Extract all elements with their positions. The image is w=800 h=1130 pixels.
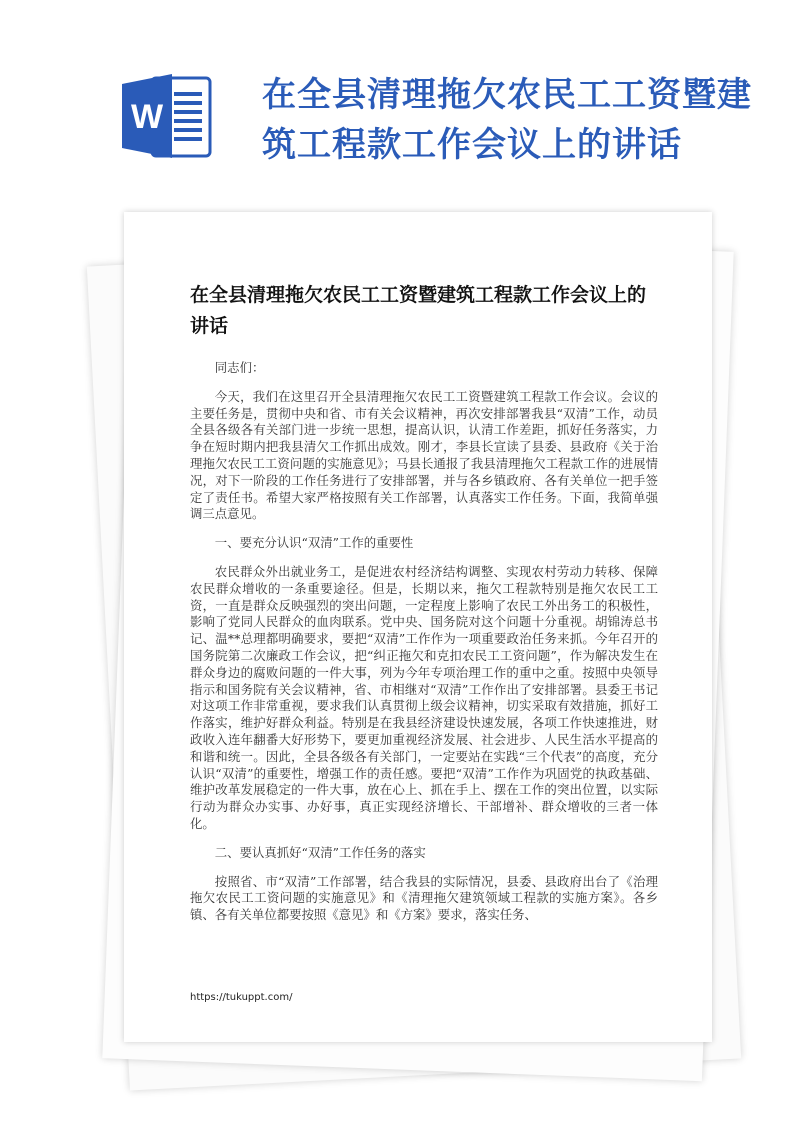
document-title: 在全县清理拖欠农民工工资暨建筑工程款工作会议上的讲话: [190, 284, 647, 337]
footer-url[interactable]: https://tukuppt.com/: [190, 992, 293, 1003]
paragraph: 按照省、市“双清”工作部署，结合我县的实际情况，县委、县政府出台了《治理拖欠农民工工资问题的实施意见》和《清理拖欠建筑领域工程款的实施方案》。各乡镇、各有关单位都要按照《意见》和《方案》要求，落实任务、: [190, 873, 658, 923]
greeting: 同志们：: [214, 360, 265, 375]
word-icon: [122, 70, 214, 162]
paragraph: 农民群众外出就业务工，是促进农村经济结构调整、实现农村劳动力转移、保障农民群众增收的一条重要途径。但是，长期以来，拖欠工程款特别是拖欠农民工工资，一直是群众反映强烈的突出问题，一定程度上影响了农民工外出务工的积极性，影响了党同人民群众的血肉联系。党中央、国务院对这个问题十分重视。胡锦涛总书记、温**总理都明确要求，要把“双清”工作作为一项重要政治任务来抓。今年召开的国务院第二次廉政工作会议，把“纠正拖欠和克扣农民工工资问题”，作为解决发生在群众身边的腐败问题的一件大事，列为今年专项治理工作的重中之重。按照中央领导指示和国务院有关会议精神，省、市相继对“双清”工作作出了安排部署。县委王书记对这项工作非常重视，要求我们认真贯彻上级会议精神，切实采取有效措施，抓好工作落实，维护好群众利益。特别是在我县经济建设快速发展，各项工作快速推进，财政收入连年翻番大好形势下，要更加重视经济发展、社会进步、人民生活水平提高的和谐和统一。因此，全县各级各有关部门，一定要站在实践“三个代表”的高度，充分认识“双清”的重要性，增强工作的责任感。要把“双清”工作作为巩固党的执政基础、维护改革发展稳定的一件大事，放在心上、抓在手上、摆在工作的突出位置，以实际行动为群众办实事、办好事，真正实现经济增长、干部增补、群众增收的三者一体化。: [190, 563, 658, 831]
header-title: 在全县清理拖欠农民工工资暨建筑工程款工作会议上的讲话: [262, 75, 752, 165]
header: [0, 0, 800, 215]
section-heading: 二、要认真抓好“双清”工作任务的落实: [214, 844, 426, 860]
paragraph: 今天，我们在这里召开全县清理拖欠农民工工资暨建筑工程款工作会议。会议的主要任务是，贯彻中央和省、市有关会议精神，再次安排部署我县“双清”工作，动员全县各级各有关部门进一步统一思想，提高认识，认清工作差距，抓好任务落实，力争在短时期内把我县清欠工作抓出成效。刚才，李县长宣读了县委、县政府《关于治理拖欠农民工工资问题的实施意见》；马县长通报了我县清理拖欠工程款工作的进展情况，对下一阶段的工作任务进行了安排部署，并与各乡镇政府、各有关单位一把手签定了责任书。希望大家严格按照有关工作部署，认真落实工作任务。下面，我简单强调三点意见。: [190, 388, 658, 522]
document-page: [124, 212, 712, 1042]
document-body: [190, 360, 658, 936]
word-icon-letter: W: [130, 98, 164, 136]
section-heading: 一、要充分认识“双清”工作的重要性: [214, 535, 414, 551]
